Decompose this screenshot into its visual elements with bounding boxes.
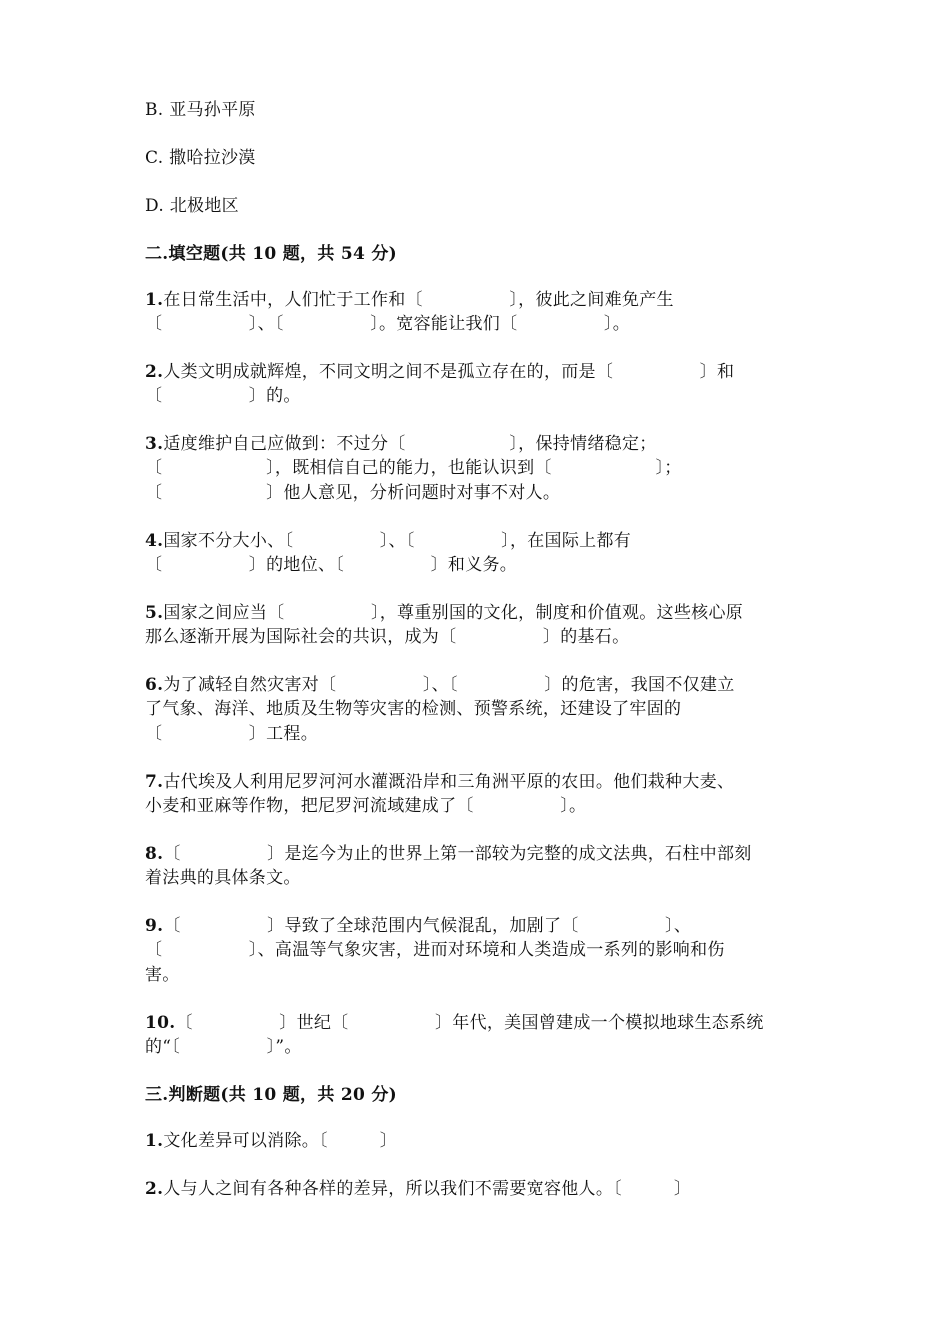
question-text: 国家之间应当〔 〕，尊重别国的文化，制度和价值观。这些核心原: [163, 603, 744, 623]
question-text: 〔 〕的地位、〔 〕和义务。: [145, 555, 518, 575]
question-line: [145, 432, 657, 456]
question-line: [145, 770, 734, 794]
question-line: [145, 360, 734, 384]
question-line: [145, 529, 631, 553]
question-number: 1.: [145, 290, 164, 310]
question-text: 为了减轻自然灾害对〔 〕、〔 〕的危害，我国不仅建立: [163, 675, 735, 695]
question-line: [145, 914, 691, 938]
question-text: 〔 〕，既相信自己的能力，也能认识到〔 〕；: [145, 458, 682, 478]
question-text: 着法典的具体条文。: [145, 868, 301, 888]
question-number: 7.: [145, 772, 164, 792]
option-d: D. 北极地区: [145, 196, 239, 216]
question-text: 〔 〕、高温等气象灾害，进而对环境和人类造成一系列的影响和伤: [145, 940, 725, 960]
question-number: 4.: [145, 531, 164, 551]
question-line: [145, 842, 752, 866]
question-text: 国家不分大小、〔 〕、〔 〕，在国际上都有: [163, 531, 632, 551]
question-line: [145, 1011, 764, 1035]
question-number: 8.: [145, 844, 164, 864]
option-c: C. 撒哈拉沙漠: [145, 148, 256, 168]
question-line: [145, 288, 674, 312]
question-number: 1.: [145, 1131, 164, 1151]
question-number: 3.: [145, 434, 164, 454]
question-number: 9.: [145, 916, 164, 936]
question-text: 了气象、海洋、地质及生物等灾害的检测、预警系统，还建设了牢固的: [145, 699, 682, 719]
question-line: [145, 1177, 691, 1201]
question-text: 〔 〕、〔 〕。宽容能让我们〔 〕。: [145, 314, 630, 334]
question-text: 〔 〕是迄今为止的世界上第一部较为完整的成文法典，石柱中部刻: [163, 844, 752, 864]
question-text: 〔 〕的。: [145, 386, 301, 406]
question-text: 那么逐渐开展为国际社会的共识，成为〔 〕的基石。: [145, 627, 630, 647]
question-number: 2.: [145, 1179, 164, 1199]
question-text: 〔 〕他人意见，分析问题时对事不对人。: [145, 483, 561, 503]
question-text: 适度维护自己应做到：不过分〔 〕，保持情绪稳定；: [163, 434, 657, 454]
question-text: 的“〔 〕”。: [145, 1037, 302, 1057]
question-number: 5.: [145, 603, 164, 623]
question-line: [145, 673, 735, 697]
question-text: 人类文明成就辉煌，不同文明之间不是孤立存在的，而是〔 〕和: [163, 362, 735, 382]
question-text: 文化差异可以消除。〔 〕: [163, 1131, 398, 1151]
section-heading-fill-in: 二.填空题(共 10 题，共 54 分): [145, 244, 397, 264]
question-text: 人与人之间有各种各样的差异，所以我们不需要宽容他人。〔 〕: [163, 1179, 692, 1199]
question-text: 〔 〕导致了全球范围内气候混乱，加剧了〔 〕、: [163, 916, 692, 936]
section-heading-true-false: 三.判断题(共 10 题，共 20 分): [145, 1085, 397, 1105]
option-b: B. 亚马孙平原: [145, 100, 256, 120]
question-text: 〔 〕世纪〔 〕年代，美国曾建成一个模拟地球生态系统: [175, 1013, 764, 1033]
question-text: 〔 〕工程。: [145, 724, 318, 744]
question-line: [145, 601, 743, 625]
question-number: 10.: [145, 1013, 176, 1033]
question-line: [145, 1129, 397, 1153]
question-number: 6.: [145, 675, 164, 695]
question-text: 害。: [145, 965, 180, 985]
question-number: 2.: [145, 362, 164, 382]
question-text: 小麦和亚麻等作物，把尼罗河流域建成了〔 〕。: [145, 796, 587, 816]
question-text: 在日常生活中，人们忙于工作和〔 〕，彼此之间难免产生: [163, 290, 674, 310]
question-text: 古代埃及人利用尼罗河河水灌溉沿岸和三角洲平原的农田。他们栽种大麦、: [163, 772, 735, 792]
